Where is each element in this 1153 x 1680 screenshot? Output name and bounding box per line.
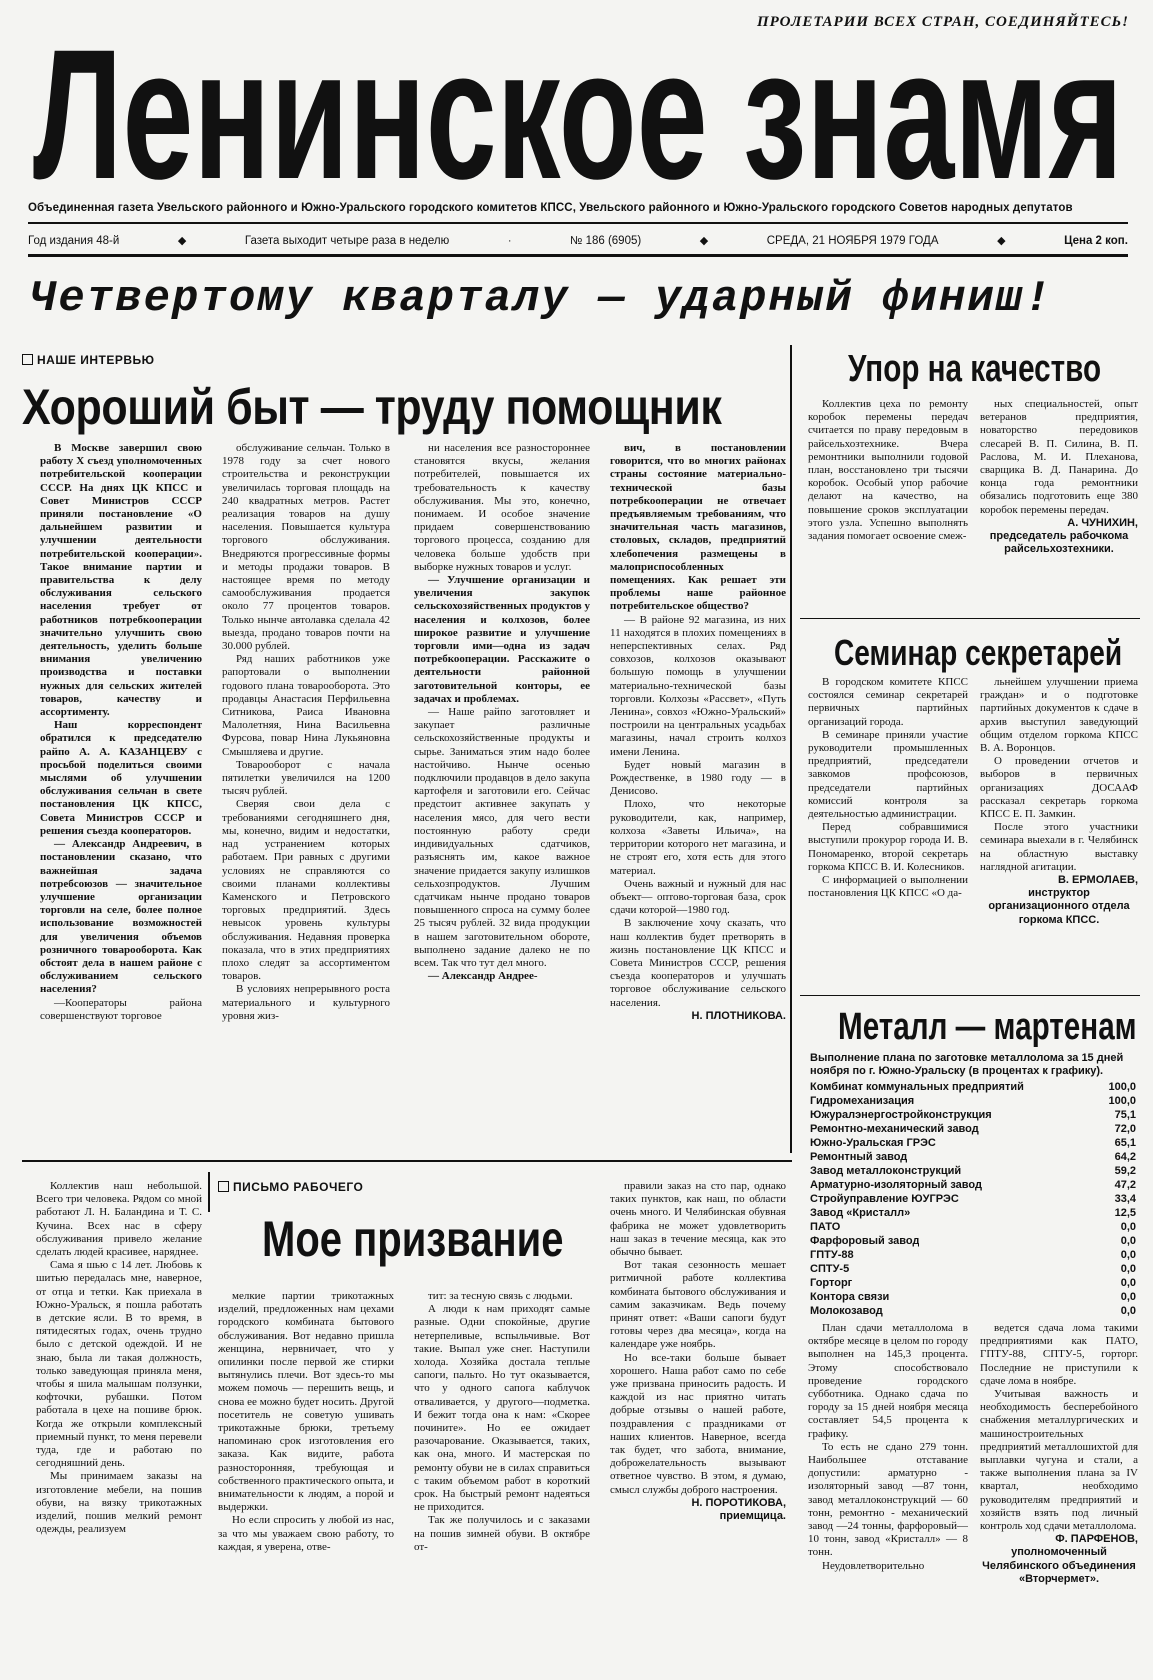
enterprise-name: Завод «Кристалл» bbox=[810, 1207, 911, 1219]
table-row bbox=[810, 1276, 1136, 1290]
column-rule bbox=[790, 345, 792, 1153]
section-rule bbox=[800, 995, 1140, 996]
table-row bbox=[810, 1094, 1136, 1108]
publication-frequency: Газета выходит четыре раза в неделю bbox=[244, 234, 450, 247]
article-column: Коллектив наш небольшой. Всего три человека. Рядом со мной работают Л. Н. Баландина и Т. С. Кучина. Всех нас в сферу обслуживания привело желание сделать людей красивее, наряднее. Сама я шью с 14 лет. Любовь к шитью передалась мне, наверное, от отца и тетки. Как приехала в Южно-Уральск, я пошла работать в детские ясли. В то время, в пятидесятых годах, очень трудно было с детской одеждой. И не знаю, была ли такая должность, только заведующая приняла меня, чтобы я шила малышам ползунки, кофточки, рубашки. Потом работала в цехе на пошиве брюк. Когда же открыли комплексный приемный пункт, то меня перевели туда, где и работаю по сегодняшний день. Мы принимаем заказы на изготовление мебели, на пошив обуви, на вязку трикотажных изделий, пошив мелкий ремонт одежды, реализуем bbox=[36, 1180, 202, 1536]
enterprise-name: Арматурно-изоляторный завод bbox=[810, 1179, 982, 1191]
author-title: председатель рабочкома райсельхозтехники. bbox=[989, 530, 1129, 556]
completion-percent: 0,0 bbox=[1120, 1249, 1136, 1261]
article-column: вич, в постановлении говорится, что во многих районах страны состояние материально-технической базы потребкооперации не отвечает предъявляемым требованиям, что значительная часть магазинов, столовых, складов, предприятий хлебопечения размещены в малоприспособленных помещениях. Как решает эти проблемы наше районное потребительское общество? — В районе 92 магазина, из них 11 находятся в плохих помещениях в неперспективных селах. Ряд совхозов, колхозов оказывают большую помощь в улучшении материально-технической базы торговли. Колхозы «Рассвет», «Путь Ленина», совхоз «Южно-Уральский» построили на центральных усадьбах магазины, начал строить колхоз имени Ленина. Будет новый магазин в Рождественке, в 1980 году — в Денисово. Плохо, что некоторые руководители, как, например, колхоза «Заветы Ильича», на территории которого нет магазина, и не строят его, хотя есть для этого материал. Очень важный и нужный для нас объект— оптово-торговая база, срок сдачи которой—1980 год. В заключение хочу сказать, что наш коллектив будет претворять в жизнь постановление ЦК КПСС и Совета Министров СССР, решения съезда кооператоров и улучшать торговое обслуживание сельского населения. Н. ПЛОТНИКОВА. bbox=[610, 442, 786, 1022]
completion-percent: 12,5 bbox=[1114, 1207, 1136, 1219]
year-of-publication: Год издания 48-й bbox=[28, 234, 120, 247]
issue-date: СРЕДА, 21 НОЯБРЯ 1979 ГОДА bbox=[766, 234, 939, 247]
table-row bbox=[810, 1164, 1136, 1178]
author-title: уполномоченный Челябинского объединения «Вторчермет». bbox=[982, 1546, 1136, 1585]
issue-number: № 186 (6905) bbox=[570, 234, 642, 247]
enterprise-name: Фарфоровый завод bbox=[810, 1235, 920, 1247]
table-row bbox=[810, 1122, 1136, 1136]
diamond-icon: ◆ bbox=[699, 235, 709, 247]
enterprise-name: Южуралэнергостройконструкция bbox=[810, 1109, 992, 1121]
completion-percent: 75,1 bbox=[1114, 1109, 1136, 1121]
enterprise-name: Ремонтный завод bbox=[810, 1151, 908, 1163]
completion-percent: 100,0 bbox=[1108, 1081, 1136, 1093]
enterprise-name: Стройуправление ЮУГРЭС bbox=[810, 1193, 959, 1205]
completion-percent: 100,0 bbox=[1108, 1095, 1136, 1107]
enterprise-name: СПТУ-5 bbox=[810, 1263, 850, 1275]
author-title: инструктор организационного отдела горкома КПСС. bbox=[988, 887, 1130, 926]
table-row bbox=[810, 1290, 1136, 1304]
masthead-rule-bottom bbox=[28, 254, 1128, 257]
masthead-title bbox=[28, 20, 1128, 198]
square-icon bbox=[22, 354, 33, 365]
square-icon bbox=[218, 1181, 229, 1192]
enterprise-name: Завод металлоконструкций bbox=[810, 1165, 962, 1177]
article-headline: Мое призвание bbox=[262, 1211, 564, 1267]
table-row bbox=[810, 1220, 1136, 1234]
section-rule bbox=[22, 1160, 792, 1162]
completion-percent: 72,0 bbox=[1114, 1123, 1136, 1135]
article-column: правили заказ на сто пар, однако таких пунктов, как наш, по области очень много. И Челябинская обувная фабрика не может удовлетворить наш заказ в течение месяца, как это обычно бывает. Вот такая сезонность мешает ритмичной работе коллектива комбината бытового обслуживания и самим заказчикам. Ведь почему принят ответ: «Ваши сапоги будут готовы через два месяца», когда на календаре уже ноябрь. Но все-таки больше бывает хорошего. Наша работ само по себе уже призвана приносить радость. И каждой из нас приятно читать добрые отзывы о нашей работе, поздравления с праздниками от наших клиентов. Наверное, всегда так будет, что забота, внимание, доброжелательность вызывают ответное чувство. В этом, я думаю, смысл службы доброго настроения. Н. ПОРОТИКОВА, приемщица. bbox=[610, 1180, 786, 1523]
issue-price: Цена 2 коп. bbox=[1064, 234, 1128, 247]
completion-percent: 33,4 bbox=[1114, 1193, 1136, 1205]
enterprise-name: Гидромеханизация bbox=[810, 1095, 915, 1107]
completion-percent: 59,2 bbox=[1114, 1165, 1136, 1177]
completion-percent: 0,0 bbox=[1120, 1305, 1136, 1317]
article-column: тит: за тесную связь с людьми. А люди к нам приходят самые разные. Одни спокойные, другие нетерпеливые, вспыльчивые. Вот такие. Выпал уже снег. Наступили холода. Хозяйка достала теплые сапоги, пальто. Но тут оказывается, что у одного сапога каблучок отваливается, у другого—подметка. И бежит тогда она к нам: «Скорее почините». Но ее ожидает разочарование. Оказывается, таких, как она, много. И мастерская по ремонту обуви не в силах справиться с таким объемом работ в короткий срок. На быстрый ремонт надеяться не приходится. Так же получилось и с заказами на пошив зимней обуви. В октябре от- bbox=[414, 1290, 590, 1553]
completion-percent: 0,0 bbox=[1120, 1221, 1136, 1233]
enterprise-name: ГПТУ-88 bbox=[810, 1249, 854, 1261]
masthead-rule-top bbox=[28, 222, 1128, 224]
author-signature: В. ЕРМОЛАЕВ, bbox=[1057, 874, 1138, 887]
author-signature: Н. ПОРОТИКОВА, bbox=[691, 1496, 786, 1509]
table-row bbox=[810, 1108, 1136, 1122]
completion-percent: 47,2 bbox=[1114, 1179, 1136, 1191]
table-row bbox=[810, 1192, 1136, 1206]
completion-percent: 0,0 bbox=[1120, 1263, 1136, 1275]
article-column: ни населения все разностороннее становятся вкусы, желания потребителей, повышается их требовательность к качеству обслуживания. Мы это, конечно, понимаем. И особое значение придаем совершенствованию торгового процесса, созданию для человека больше удобств при выборке нужных товаров и услуг. — Улучшение организации и увеличения закупок сельскохозяйственных продуктов у населения и колхозов, более широкое развитие и улучшение торговли ими—одна из задач потребкооперации. Расскажите о деятельности районной заготовительной конторы, ее задачах и проблемах. — Наше райпо заготовляет и закупает различные сельскохозяйственные продукты и сырье. Заниматься этим надо более настойчиво. Нынче осенью подключили продавцов в дело закупа картофеля и заготовили его. Сейчас предстоит активнее закупать у населения мясо, для чего вести постоянную работу среди индивидуальных сдатчиков, разъяснять им, какое важное значение придается закупу излишков сельхозпродуктов. Лучшим сдатчикам нынче продано товаров повышенного спроса на сумму более 25 тысяч рублей. 32 вида продукции в нашем заготовительном обороте, выполнено задание далеко не по всем. Так что тут дел много. — Александр Андрее- bbox=[414, 442, 590, 983]
article-column: В городском комитете КПСС состоялся семинар секретарей первичных партийных организаций города. В семинаре приняли участие руководители промышленных предприятий, председатели завкомов профсоюзов, председатели партийных комиссий контроля за деятельностью администрации. Перед собравшимися выступили прокурор города И. В. Пономаренко, второй секретарь горкома КПСС В. И. Колесников. С информацией о выполнении постановления ЦК КПСС «О да- bbox=[808, 676, 968, 900]
issue-meta bbox=[28, 234, 1128, 247]
enterprise-name: ПАТО bbox=[810, 1221, 841, 1233]
completion-percent: 0,0 bbox=[1120, 1277, 1136, 1289]
article-kicker: ПИСЬМО РАБОЧЕГО bbox=[218, 1180, 363, 1194]
author-signature: Ф. ПАРФЕНОВ, bbox=[1055, 1533, 1138, 1546]
completion-percent: 0,0 bbox=[1120, 1291, 1136, 1303]
article-column: План сдачи металлолома в октябре месяце в целом по городу выполнен на 145,3 процента. Этому способствовало проведение городского субботника. Однако сдача по городу за 15 дней ноября месяца составляет 54,5 процента к графику. То есть не сдано 279 тонн. Наибольшее отставание допустили: арматурно - изоляторный завод —87 тонн, завод металлоконструкций — 60 тонн, ремонтно - механический завод —24 тонны, фарфоровый— 10 тонн, завод «Кристалл» — 8 тонн. Неудовлетворительно bbox=[808, 1322, 968, 1572]
article-column: Коллектив цеха по ремонту коробок перемены передач считается по праву передовым в райсельхозтехнике. Вчера ремонтники выполнили годовой план, восстановлено три тысячи коробок. Особый упор рабочие делают на качество, на повышение сроков эксплуатации этого узла. Успешно выполнять задания помогает освоение смеж- bbox=[808, 398, 968, 543]
article-column: обслуживание сельчан. Только в 1978 году за счет нового строительства и реконструкции увеличилась торговая площадь на 240 квадратных метров. Растет реализация товаров на душу населения. Повышается культура торгового обслуживания. Внедряются прогрессивные формы и методы продажи товаров. В настоящее время по методу самообслуживания продается около 77 процентов товаров. Только нынче автолавка сделала 42 выезда, продано товаров почти на 30.000 рублей. Ряд наших работников уже рапортовали о выполнении годового плана товарооборота. Это продавцы Анастасия Перфильевна Ситникова, Раиса Ивановна Малолетняя, Нина Васильевна Фурсова, повар Нина Лукьяновна Смышляева и другие. Товарооборот с начала пятилетки увеличился на 1200 тысяч рублей. Сверяя свои дела с требованиями сегодняшнего дня, мы, конечно, видим и недостатки, над устранением которых работаем. При равных с другими условиях не справляются со своими планами коллективы Каменского и Петровского торговых предприятий. Здесь невысок уровень культуры обслуживания. Недавняя проверка показала, что в этих предприятиях плохо следят за ассортиментом товаров. В условиях непрерывного роста материального и культурного уровня жиз- bbox=[222, 442, 390, 1022]
table-row bbox=[810, 1150, 1136, 1164]
masthead-subtitle: Объединенная газета Увельского районного и Южно-Уральского городского комитетов КПСС, Увельского районного и Южно-Уральского городского Советов народных депутатов bbox=[28, 202, 1073, 214]
enterprise-name: Южно-Уральская ГРЭС bbox=[810, 1137, 936, 1149]
table-row bbox=[810, 1234, 1136, 1248]
table-row bbox=[810, 1178, 1136, 1192]
author-signature: Н. ПЛОТНИКОВА. bbox=[691, 1009, 786, 1022]
article-kicker: НАШЕ ИНТЕРВЬЮ bbox=[22, 353, 155, 367]
article-column: ных специальностей, опыт ветеранов предприятия, новаторство передовиков слесарей В. П. Силина, В. П. Раслова, М. И. Плехановa, сварщика В. Д. Панарина. До конца года ремонтники обязались подготовить еще 380 коробок перемены передач. А. ЧУНИХИН, председатель рабочкома райсельхозтехники. bbox=[980, 398, 1138, 556]
article-headline: Металл — мартенам bbox=[838, 1006, 1137, 1048]
dot-icon: · bbox=[507, 234, 512, 247]
table-row bbox=[810, 1304, 1136, 1318]
masthead-text: Ленинское знамя bbox=[33, 20, 1123, 198]
enterprise-name: Горторг bbox=[810, 1277, 853, 1289]
table-row bbox=[810, 1206, 1136, 1220]
enterprise-name: Контора связи bbox=[810, 1291, 890, 1303]
motto: ПРОЛЕТАРИИ ВСЕХ СТРАН, СОЕДИНЯЙТЕСЬ! bbox=[756, 14, 1129, 30]
table-row bbox=[810, 1262, 1136, 1276]
enterprise-name: Молокозавод bbox=[810, 1305, 883, 1317]
table-row bbox=[810, 1136, 1136, 1150]
section-rule bbox=[800, 618, 1140, 619]
article-headline: Упор на качество bbox=[848, 348, 1102, 390]
diamond-icon: ◆ bbox=[997, 235, 1006, 247]
article-headline: Хороший быт — труду помощник bbox=[22, 379, 722, 435]
table-row bbox=[810, 1248, 1136, 1262]
completion-percent: 64,2 bbox=[1114, 1151, 1136, 1163]
table-row bbox=[810, 1080, 1136, 1094]
enterprise-name: Ремонтно-механический завод bbox=[810, 1123, 979, 1135]
article-column: ведется сдача лома такими предприятиями как ПАТО, ГПТУ-88, СПТУ-5, горторг. Последние не приступили к сдаче лома в ноябре. Учитывая важность и необходимость бесперебойного снабжения металлургических и машиностроительных предприятий металлошихтой для выплавки чугуна и стали, а также выполнения плана за IV квартал, необходимо руководителям предприятий и хозяйств взять под личный контроль ход сдачи металлолома. Ф. ПАРФЕНОВ, уполномоченный Челябинского объединения «Вторчермет». bbox=[980, 1322, 1138, 1585]
completion-percent: 0,0 bbox=[1120, 1235, 1136, 1247]
article-column: мелкие партии трикотажных изделий, предложенных нам цехами городского комбината бытового обслуживания. Вот недавно пришла женщина, нервничает, что у опилинки после первой же стирки вытянулись плечи. Вот здесь-то мы можем помочь — перешить вещь, и снова ее можно будет носить. Другой посетитель не советую ушивать трикотажные брюки, третьему напоминаю срок изготовления его заказа. Как видите, работа разносторонняя, требующая и собственного практического опыта, и внимательности к людям, а порой и выдержки. Но если спросить у любой из нас, за что мы уважаем свою работу, то каждая, я уверена, отве- bbox=[218, 1290, 394, 1553]
author-title: приемщица. bbox=[719, 1510, 786, 1523]
table-intro: Выполнение плана по заготовке металлолома за 15 дней ноября по г. Южно-Уральску (в процентах к графику). bbox=[810, 1052, 1124, 1077]
article-column: льнейшем улучшении приема граждан» и о подготовке партийных документов к сдаче в архив выступил заведующий общим отделом горкома КПСС В. А. Воронцов. О проведении отчетов и выборов в первичных организациях ДОСААФ рассказал секретарь горкома КПСС Е. П. Замкин. После этого участники семинара выехали в г. Челябинск на областную выставку наглядной агитации. В. ЕРМОЛАЕВ, инструктор организационного отдела горкома КПСС. bbox=[980, 676, 1138, 926]
front-page-banner: Четвертому кварталу — ударный финиш! bbox=[30, 274, 1053, 324]
author-signature: А. ЧУНИХИН, bbox=[1067, 516, 1138, 529]
enterprise-name: Комбинат коммунальных предприятий bbox=[810, 1081, 1024, 1093]
column-rule bbox=[208, 1172, 210, 1212]
article-column: В Москве завершил свою работу X съезд уполномоченных потребительской кооперации СССР. На днях ЦК КПСС и Совет Министров СССР приняли постановление «О дальнейшем развитии и улучшении деятельности потребительской кооперации». Такое внимание партии и правительства к делу обслуживания сельского населения требует от работников потребкооперации значительно улучшить свою деятельность, уделить больше внимания увеличению производства и поставки нужных для сельских жителей товаров, качеству и ассортименту. Наш корреспондент обратился к председателю райпо А. А. КАЗАНЦЕВУ с просьбой поделиться своими мыслями об улучшении обслуживания сельчан в свете постановления ЦК КПСС, Совета Министров СССР и решения съезда кооператоров. — Александр Андреевич, в постановлении сказано, что важнейшая задача потребсоюзов — значительное улучшение организации торговли на селе, более полное использование возможностей для увеличения объемов розничного товарооборота. Как обстоят дела в нашем районе с обслуживанием сельского населения? —Кооператоры района совершенствуют торговое bbox=[40, 442, 202, 1022]
completion-percent: 65,1 bbox=[1114, 1137, 1136, 1149]
article-headline: Семинар секретарей bbox=[834, 632, 1123, 673]
scrap-metal-table bbox=[810, 1052, 1136, 1318]
diamond-icon: ◆ bbox=[177, 235, 187, 247]
